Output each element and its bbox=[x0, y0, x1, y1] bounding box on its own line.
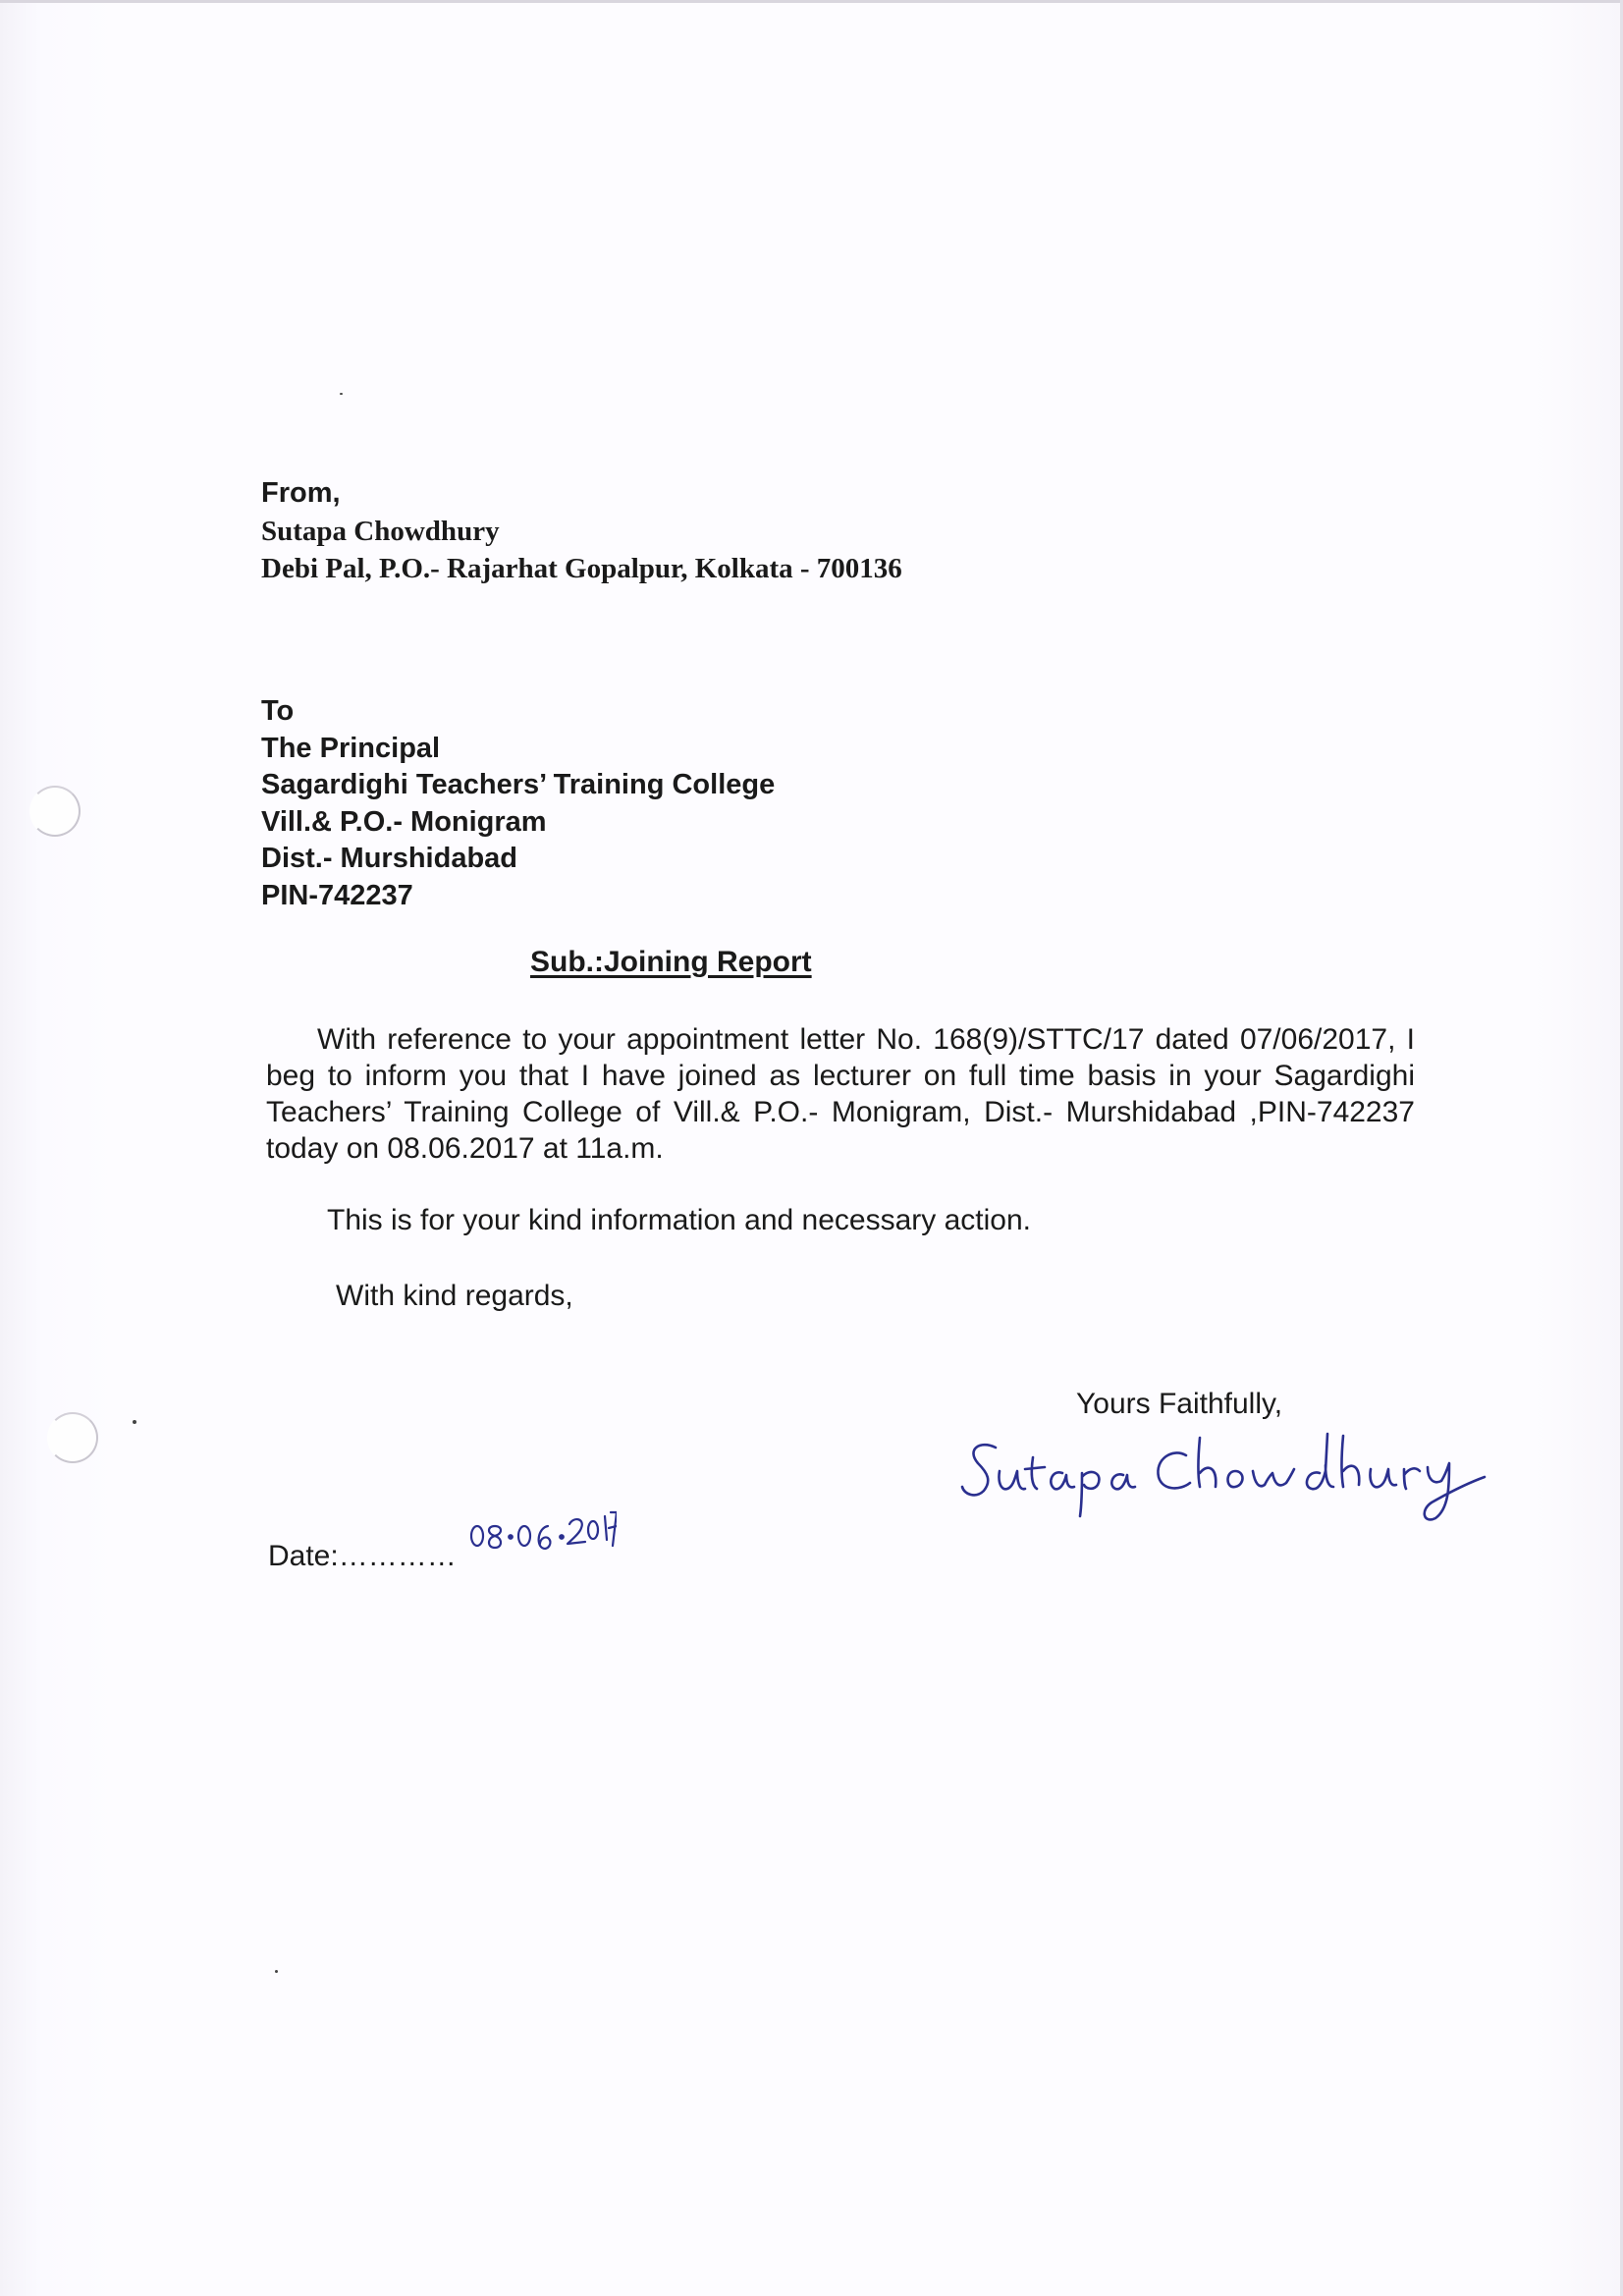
info-line: This is for your kind information and necessary action. bbox=[327, 1204, 1031, 1236]
ink-speck bbox=[275, 1970, 278, 1973]
closing-line: Yours Faithfully, bbox=[1076, 1388, 1283, 1420]
to-label: To bbox=[261, 695, 295, 727]
sender-block bbox=[261, 473, 902, 587]
subject-line: Sub.:Joining Report bbox=[530, 946, 812, 978]
signature bbox=[958, 1426, 1488, 1534]
sender-name: Sutapa Chowdhury bbox=[261, 516, 500, 547]
ink-speck bbox=[133, 1420, 136, 1424]
recipient-block bbox=[261, 693, 775, 914]
sender-address: Debi Pal, P.O.- Rajarhat Gopalpur, Kolkata - 700136 bbox=[261, 553, 902, 584]
punch-hole-bottom bbox=[47, 1412, 98, 1463]
date-label: Date:………… bbox=[268, 1540, 457, 1572]
ink-speck bbox=[340, 393, 343, 395]
regards-line: With kind regards, bbox=[336, 1280, 573, 1312]
from-label: From, bbox=[261, 477, 341, 509]
handwritten-date bbox=[469, 1503, 617, 1558]
recipient-line: The Principal bbox=[261, 732, 441, 764]
recipient-line: PIN-742237 bbox=[261, 879, 413, 911]
recipient-line: Vill.& P.O.- Monigram bbox=[261, 805, 547, 838]
page-top-edge bbox=[0, 0, 1623, 3]
letter-body: With reference to your appointment letter No. 168(9)/STTC/17 dated 07/06/2017, I beg to inform you that I have joined as lecturer on full time basis in your Sagardighi Teachers’ Training College of Vill.& P.O.- Monigram, Dist.- Murshidabad ,PIN-742237 today on 08.06.2017 at 11a.m. bbox=[266, 1023, 1415, 1165]
recipient-line: Sagardighi Teachers’ Training College bbox=[261, 769, 776, 800]
punch-hole-top bbox=[29, 786, 81, 837]
recipient-line: Dist.- Murshidabad bbox=[261, 843, 518, 874]
